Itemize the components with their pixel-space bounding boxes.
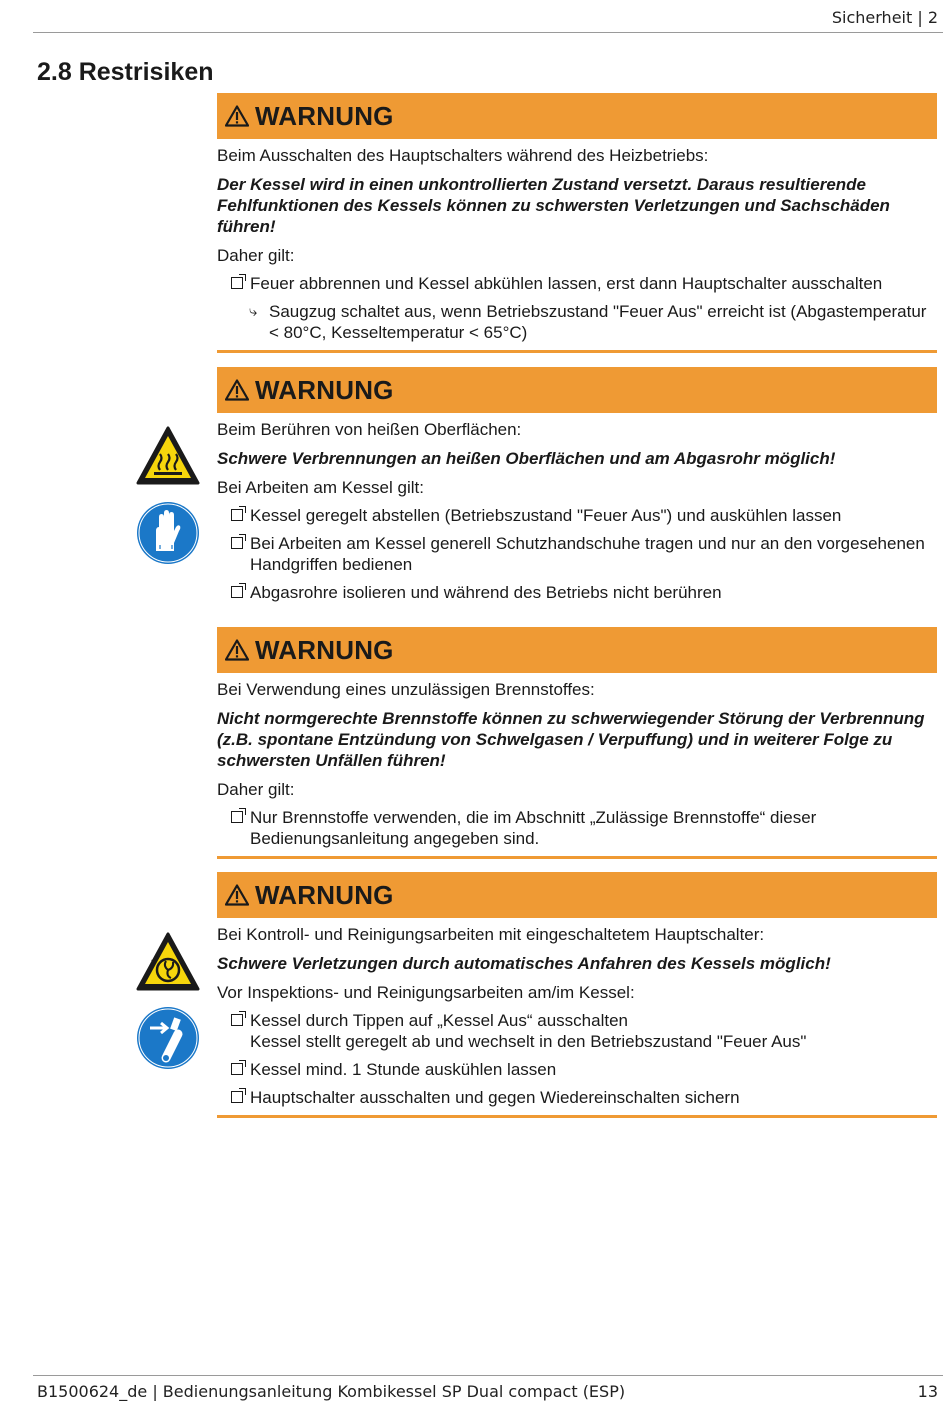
warning-hazard: Nicht normgerechte Brennstoffe können zu schwerwiegender Störung der Verbrennung (z.B. spontane Entzündung von Schwelgasen / Verpuffung) und in weiterer Folge zu schwersten Unfällen führen! bbox=[217, 709, 925, 770]
list-item-text: Kessel geregelt abstellen (Betriebszustand "Feuer Aus") und auskühlen lassen bbox=[250, 506, 842, 525]
warning-block-1 bbox=[217, 93, 937, 353]
list-item bbox=[231, 1087, 937, 1108]
list-item bbox=[231, 807, 937, 849]
list-item-line: Kessel stellt geregelt ab und wechselt in den Betriebszustand "Feuer Aus" bbox=[250, 1032, 807, 1051]
warning-triangle-icon bbox=[225, 379, 249, 401]
hot-surface-warning-icon bbox=[136, 426, 200, 486]
warning-label: WARNUNG bbox=[255, 100, 394, 131]
warning-intro: Beim Berühren von heißen Oberflächen: bbox=[217, 420, 522, 439]
section-title: 2.8 Restrisiken bbox=[37, 58, 214, 86]
automatic-start-warning-icon bbox=[136, 932, 200, 992]
list-item bbox=[231, 533, 937, 575]
footer-document-info: B1500624_de | Bedienungsanleitung Kombikessel SP Dual compact (ESP) bbox=[37, 1382, 626, 1401]
list-item-text bbox=[250, 1010, 806, 1052]
list-item-line: Kessel durch Tippen auf „Kessel Aus“ ausschalten bbox=[250, 1011, 628, 1030]
warning-intro: Bei Kontroll- und Reinigungsarbeiten mit eingeschaltetem Hauptschalter: bbox=[217, 925, 765, 944]
warning-block-4 bbox=[217, 872, 937, 1118]
warning-banner bbox=[217, 872, 937, 918]
disconnect-before-work-icon bbox=[136, 1006, 200, 1070]
warning-label: WARNUNG bbox=[255, 374, 394, 405]
checkbox-bullet-icon bbox=[231, 537, 243, 549]
checkbox-bullet-icon bbox=[231, 1063, 243, 1075]
checkbox-bullet-icon bbox=[231, 277, 243, 289]
warning-triangle-icon bbox=[225, 105, 249, 127]
warning-hazard: Schwere Verletzungen durch automatisches Anfahren des Kessels möglich! bbox=[217, 954, 831, 973]
list-item bbox=[231, 505, 937, 526]
warning-intro: Beim Ausschalten des Hauptschalters während des Heizbetriebs: bbox=[217, 146, 709, 165]
list-item-text: Bei Arbeiten am Kessel generell Schutzhandschuhe tragen und nur an den vorgesehenen Handgriffen bedienen bbox=[250, 534, 925, 574]
list-item-text: Kessel mind. 1 Stunde auskühlen lassen bbox=[250, 1060, 557, 1079]
result-arrow-icon: ⤷ bbox=[249, 303, 258, 320]
list-item-text: Hauptschalter ausschalten und gegen Wiedereinschalten sichern bbox=[250, 1088, 740, 1107]
checkbox-bullet-icon bbox=[231, 1091, 243, 1103]
list-item-text: Abgasrohre isolieren und während des Betriebs nicht berühren bbox=[250, 583, 722, 602]
running-header: Sicherheit | 2 bbox=[831, 8, 938, 27]
warning-lead: Daher gilt: bbox=[217, 780, 295, 799]
checkbox-bullet-icon bbox=[231, 811, 243, 823]
warning-label: WARNUNG bbox=[255, 634, 394, 665]
footer-rule bbox=[33, 1375, 943, 1376]
warning-triangle-icon bbox=[225, 639, 249, 661]
warning-label: WARNUNG bbox=[255, 879, 394, 910]
warning-block-3 bbox=[217, 627, 937, 859]
list-item-text: Nur Brennstoffe verwenden, die im Abschnitt „Zulässige Brennstoffe“ dieser Bedienungsanleitung angegeben sind. bbox=[250, 808, 817, 848]
warning-hazard: Der Kessel wird in einen unkontrollierten Zustand versetzt. Daraus resultierende Fehlfunktionen des Kessels können zu schwersten Verletzungen und Sachschäden führen! bbox=[217, 175, 890, 236]
checkbox-bullet-icon bbox=[231, 1014, 243, 1026]
wear-gloves-icon bbox=[136, 501, 200, 565]
warning-separator bbox=[217, 856, 937, 859]
list-item bbox=[231, 1059, 937, 1080]
warning-lead: Daher gilt: bbox=[217, 246, 295, 265]
warning-separator bbox=[217, 350, 937, 353]
warning-banner bbox=[217, 367, 937, 413]
warning-lead: Bei Arbeiten am Kessel gilt: bbox=[217, 478, 424, 497]
warning-block-2 bbox=[217, 367, 937, 603]
warning-intro: Bei Verwendung eines unzulässigen Brennstoffes: bbox=[217, 680, 595, 699]
checkbox-bullet-icon bbox=[231, 509, 243, 521]
list-item bbox=[231, 273, 937, 294]
list-item bbox=[231, 1010, 937, 1052]
checkbox-bullet-icon bbox=[231, 586, 243, 598]
warning-banner bbox=[217, 93, 937, 139]
warning-triangle-icon bbox=[225, 884, 249, 906]
warning-lead: Vor Inspektions- und Reinigungsarbeiten am/im Kessel: bbox=[217, 983, 635, 1002]
result-item bbox=[249, 301, 937, 343]
warning-separator bbox=[217, 1115, 937, 1118]
list-item bbox=[231, 582, 937, 603]
warning-hazard: Schwere Verbrennungen an heißen Oberflächen und am Abgasrohr möglich! bbox=[217, 449, 836, 468]
header-rule bbox=[33, 32, 943, 33]
page-number: 13 bbox=[917, 1382, 938, 1401]
list-item-text: Feuer abbrennen und Kessel abkühlen lassen, erst dann Hauptschalter ausschalten bbox=[250, 274, 883, 293]
warning-banner bbox=[217, 627, 937, 673]
result-text: Saugzug schaltet aus, wenn Betriebszustand "Feuer Aus" erreicht ist (Abgastemperatur < 80°C, Kesseltemperatur < 65°C) bbox=[269, 302, 927, 342]
